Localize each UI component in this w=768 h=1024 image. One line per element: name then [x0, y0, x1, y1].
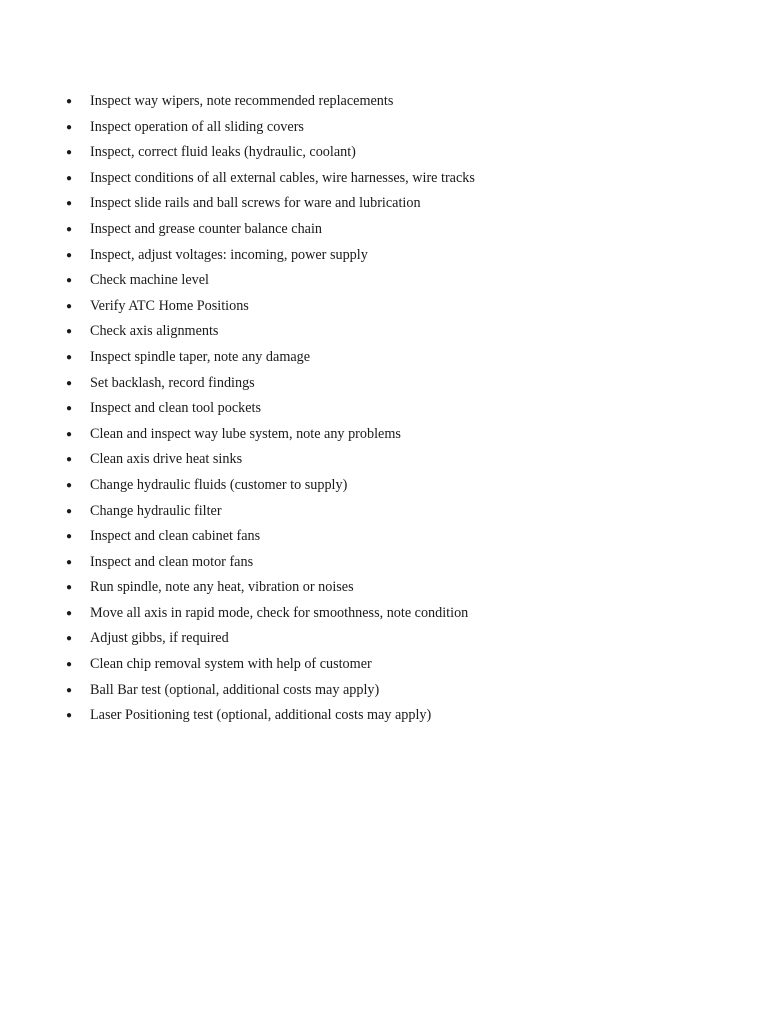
bullet-icon: ●: [66, 556, 73, 568]
list-item-text: Change hydraulic filter: [90, 502, 222, 519]
list-item-text: Inspect operation of all sliding covers: [90, 118, 304, 135]
bullet-icon: ●: [66, 96, 73, 107]
bullet-icon: ●: [66, 351, 73, 363]
bullet-icon: ●: [66, 223, 73, 235]
bullet-icon: ●: [66, 633, 73, 645]
bullet-icon: ●: [66, 300, 73, 312]
list-item-text: Check axis alignments: [90, 323, 219, 340]
list-item-text: Inspect way wipers, note recommended replacements: [90, 93, 394, 109]
list-item-text: Inspect slide rails and ball screws for ware and lubrication: [90, 195, 421, 212]
list-item-text: Inspect and clean tool pockets: [90, 400, 261, 417]
list-item-text: Inspect and grease counter balance chain: [90, 220, 323, 237]
bullet-icon: ●: [66, 249, 73, 261]
list-item-text: Run spindle, note any heat, vibration or noises: [90, 579, 354, 596]
list-item-text: Clean axis drive heat sinks: [90, 451, 243, 468]
bullet-icon: ●: [66, 147, 73, 159]
list-item-text: Inspect and clean motor fans: [90, 553, 254, 570]
bullet-icon: ●: [66, 505, 73, 517]
list-item-text: Set backlash, record findings: [90, 374, 255, 391]
bullet-icon: ●: [66, 326, 73, 338]
list-item-text: Laser Positioning test (optional, additional costs may apply): [90, 707, 432, 724]
bullet-icon: ●: [66, 428, 73, 440]
list-item-text: Inspect, correct fluid leaks (hydraulic, coolant): [90, 144, 356, 161]
list-item-text: Inspect, adjust voltages: incoming, power supply: [90, 246, 368, 263]
bullet-icon: ●: [66, 479, 73, 491]
list-item-text: Clean and inspect way lube system, note any problems: [90, 425, 401, 442]
list-item-text: Verify ATC Home Positions: [90, 297, 249, 314]
bullet-icon: ●: [66, 582, 73, 594]
bullet-icon: ●: [66, 172, 73, 184]
bullet-icon: ●: [66, 275, 73, 287]
list-item-text: Adjust gibbs, if required: [90, 630, 229, 647]
bullet-icon: ●: [66, 198, 73, 210]
bullet-icon: ●: [66, 659, 73, 671]
list-item-text: Inspect and clean cabinet fans: [90, 528, 261, 545]
bullet-icon: ●: [66, 403, 73, 415]
list-item-text: Change hydraulic fluids (customer to supply): [90, 476, 348, 493]
bullet-icon: ●: [66, 531, 73, 543]
bullet-icon: ●: [66, 377, 73, 389]
bullet-icon: ●: [66, 121, 73, 133]
bullet-icon: ●: [66, 710, 73, 722]
list-item-text: Move all axis in rapid mode, check for smoothness, note condition: [90, 604, 469, 621]
list-item-text: Inspect spindle taper, note any damage: [90, 348, 311, 365]
list-item-text: Check machine level: [90, 272, 209, 289]
list-item-text: Clean chip removal system with help of customer: [90, 656, 372, 673]
bullet-icon: ●: [66, 454, 73, 466]
list-item-text: Ball Bar test (optional, additional costs may apply): [90, 681, 380, 698]
bullet-icon: ●: [66, 607, 73, 619]
bullet-icon: ●: [66, 684, 73, 696]
list-item-text: Inspect conditions of all external cables, wire harnesses, wire tracks: [90, 169, 475, 186]
